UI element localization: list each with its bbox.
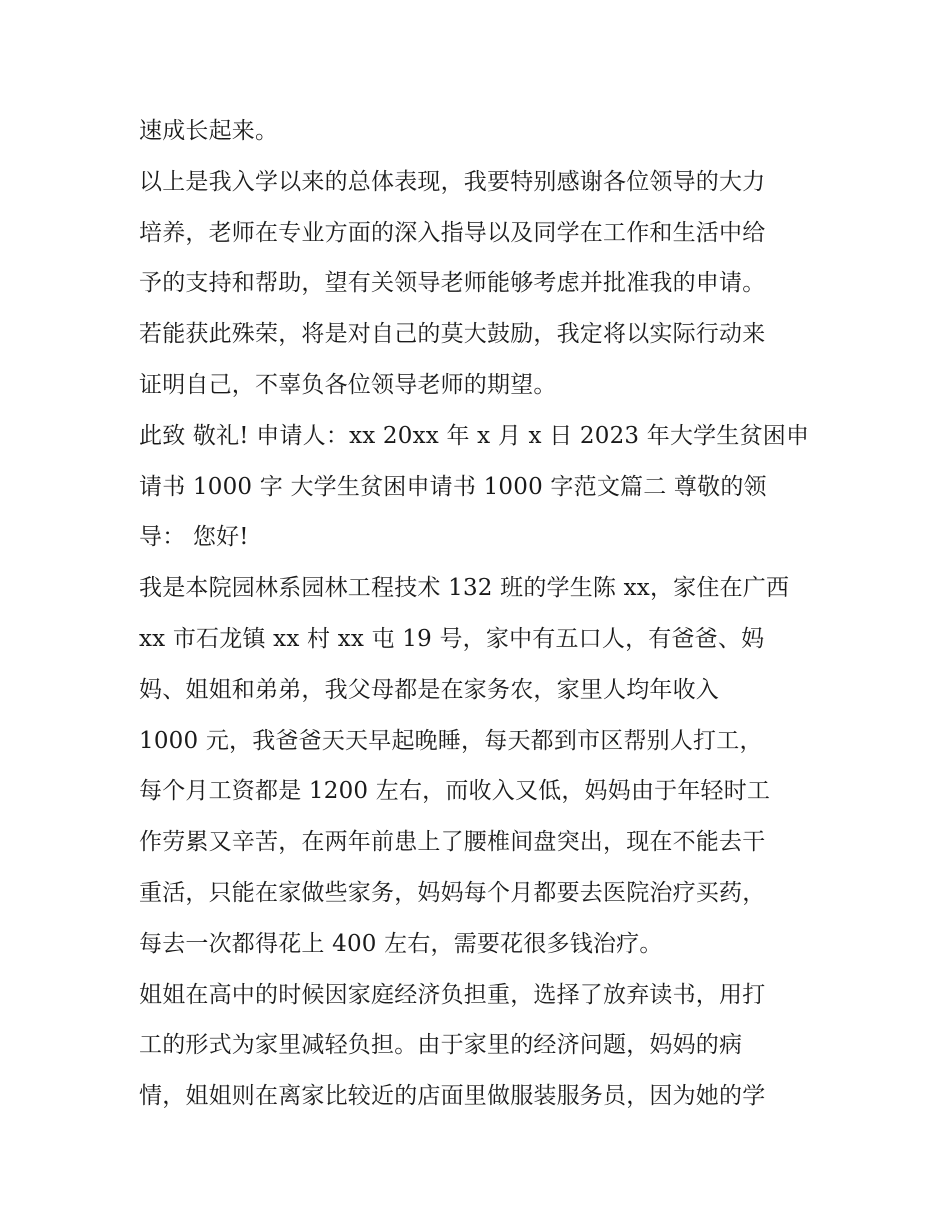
text-line: 重活，只能在家做些家务，妈妈每个月都要去医院治疗买药， bbox=[139, 879, 766, 906]
text-line: 若能获此殊荣，将是对自己的莫大鼓励，我定将以实际行动来 bbox=[139, 321, 766, 348]
text-line: 每个月工资都是 1200 左右，而收入又低，妈妈由于年轻时工 bbox=[139, 778, 771, 805]
text-line: 每去一次都得花上 400 左右，需要花很多钱治疗。 bbox=[139, 930, 663, 957]
text-line: 姐姐在高中的时候因家庭经济负担重，选择了放弃读书，用打 bbox=[139, 981, 766, 1008]
text-line: 妈、姐姐和弟弟，我父母都是在家务农，家里人均年收入 bbox=[139, 676, 719, 703]
text-line: 1000 元，我爸爸天天早起晚睡，每天都到市区帮别人打工， bbox=[139, 727, 763, 754]
text-line: 我是本院园林系园林工程技术 132 班的学生陈 xx，家住在广西 bbox=[139, 575, 790, 602]
text-line: 证明自己，不辜负各位领导老师的期望。 bbox=[139, 371, 557, 398]
text-line: 工的形式为家里减轻负担。由于家里的经济问题，妈妈的病 bbox=[139, 1032, 743, 1059]
text-line: 速成长起来。 bbox=[139, 118, 279, 144]
text-line: 导： 您好! bbox=[139, 524, 249, 551]
text-line: 培养，老师在专业方面的深入指导以及同学在工作和生活中给 bbox=[139, 219, 766, 246]
text-line: xx 市石龙镇 xx 村 xx 屯 19 号，家中有五口人，有爸爸、妈 bbox=[139, 625, 765, 652]
text-line: 以上是我入学以来的总体表现，我要特别感谢各位领导的大力 bbox=[139, 168, 766, 195]
text-line: 情，姐姐则在离家比较近的店面里做服装服务员，因为她的学 bbox=[139, 1083, 766, 1110]
text-line: 此致 敬礼! 申请人：xx 20xx 年 x 月 x 日 2023 年大学生贫困申 bbox=[139, 422, 810, 449]
body-text bbox=[139, 106, 829, 1122]
text-line: 予的支持和帮助，望有关领导老师能够考虑并批准我的申请。 bbox=[139, 270, 766, 297]
text-line: 作劳累又辛苦，在两年前患上了腰椎间盘突出，现在不能去干 bbox=[139, 829, 766, 856]
text-line: 请书 1000 字 大学生贫困申请书 1000 字范文篇二 尊敬的领 bbox=[139, 473, 767, 500]
